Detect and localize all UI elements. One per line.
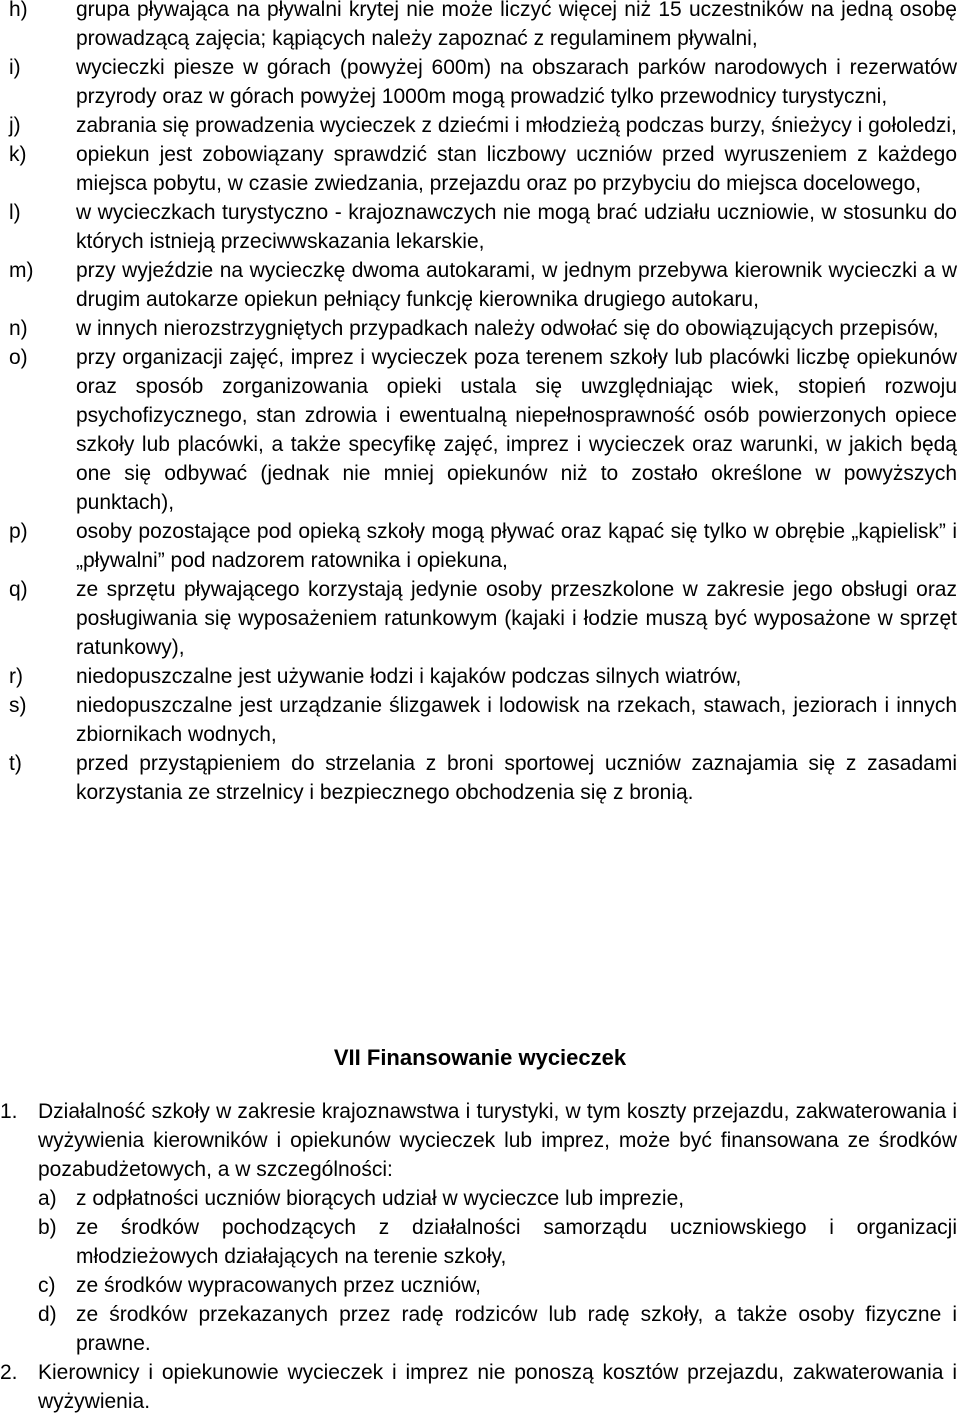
sub-list-item (38, 1213, 957, 1271)
list-marker: o) (9, 346, 28, 369)
section-heading: VII Finansowanie wycieczek (333, 1045, 627, 1070)
list-marker: n) (9, 317, 28, 340)
list-item-text: niedopuszczalne jest używanie łodzi i kajaków podczas silnych wiatrów, (76, 665, 742, 688)
list-item-text: przy wyjeździe na wycieczkę dwoma autokarami, w jednym przebywa kierownik wycieczki a w drugim autokarze opiekun pełniący funkcję kierownika drugiego autokaru, (76, 259, 957, 311)
list-marker: i) (9, 56, 21, 79)
list-item-text: zabrania się prowadzenia wycieczek z dziećmi i młodzieżą podczas burzy, śnieżycy i gołoledzi, (76, 114, 957, 137)
numbered-item-body (38, 1358, 957, 1416)
numbered-item-text: Działalność szkoły w zakresie krajoznawstwa i turystyki, w tym koszty przejazdu, zakwaterowania i wyżywienia kierowników i opiekunów wycieczek lub imprez, może być finansowana ze środków pozabudżetowych, a w szczególności: (38, 1100, 957, 1181)
numbered-item-text: Kierownicy i opiekunowie wycieczek i imprez nie ponoszą kosztów przejazdu, zakwaterowania i wyżywienia. (38, 1361, 957, 1413)
list-marker: l) (9, 201, 21, 224)
sub-list-item (38, 1300, 957, 1358)
list-item-text: wycieczki piesze w górach (powyżej 600m) na obszarach parków narodowych i rezerwatów przyrody oraz w górach powyżej 1000m mogą prowadzić tylko przewodnicy turystyczni, (76, 56, 957, 108)
numbered-item-body (38, 1097, 957, 1358)
list-item-text: ze sprzętu pływającego korzystają jedynie osoby przeszkolone w zakresie jego obsługi oraz posługiwania się wyposażeniem ratunkowym (kajaki i łodzie muszą być wyposażone w sprzęt ratunkowy), (76, 578, 957, 659)
list-item-text: w wycieczkach turystyczno - krajoznawczych nie mogą brać udziału uczniowie, w stosunku do których istnieją przeciwwskazania lekarskie, (76, 201, 957, 253)
list-marker: t) (9, 752, 22, 775)
sub-list (38, 1184, 957, 1358)
financing-list (0, 1097, 957, 1416)
list-item-text: przed przystąpieniem do strzelania z broni sportowej uczniów zaznajamia się z zasadami korzystania ze strzelnicy i bezpiecznego obchodzenia się z bronią. (76, 752, 957, 804)
list-item-text: opiekun jest zobowiązany sprawdzić stan liczbowy uczniów przed wyruszeniem z każdego miejsca pobytu, w czasie zwiedzania, przejazdu oraz po przybyciu do miejsca docelowego, (76, 143, 957, 195)
numbered-item (0, 1097, 957, 1358)
list-marker: r) (9, 665, 23, 688)
sub-list-marker: a) (38, 1187, 57, 1210)
list-item (9, 111, 957, 140)
list-marker: p) (9, 520, 28, 543)
list-item (9, 749, 957, 807)
numbered-marker: 1. (0, 1100, 18, 1123)
list-item (9, 314, 957, 343)
list-marker: k) (9, 143, 27, 166)
list-item (9, 575, 957, 662)
list-item-text: osoby pozostające pod opieką szkoły mogą pływać oraz kąpać się tylko w obrębie „kąpielisk” i „pływalni” pod nadzorem ratownika i opiekuna, (76, 520, 957, 572)
list-item (9, 0, 957, 53)
list-item (9, 517, 957, 575)
numbered-marker: 2. (0, 1361, 18, 1384)
safety-rules-list (9, 0, 957, 807)
sub-list-item-text: ze środków pochodzących z działalności samorządu uczniowskiego i organizacji młodzieżowych działających na terenie szkoły, (76, 1216, 957, 1268)
sub-list-marker: c) (38, 1274, 56, 1297)
sub-list-marker: b) (38, 1216, 57, 1239)
list-marker: m) (9, 259, 34, 282)
list-item-text: grupa pływająca na pływalni krytej nie może liczyć więcej niż 15 uczestników na jedną osobę prowadzącą zajęcia; kąpiących należy zapoznać z regulaminem pływalni, (76, 0, 957, 50)
list-item (9, 343, 957, 517)
list-item (9, 198, 957, 256)
list-marker: j) (9, 114, 21, 137)
list-marker: q) (9, 578, 28, 601)
list-item-text: w innych nierozstrzygniętych przypadkach należy odwołać się do obowiązujących przepisów, (76, 317, 939, 340)
sub-list-marker: d) (38, 1303, 57, 1326)
list-item (9, 691, 957, 749)
list-marker: s) (9, 694, 27, 717)
list-marker: h) (9, 0, 28, 21)
sub-list-item (38, 1184, 957, 1213)
list-item (9, 53, 957, 111)
sub-list-item-text: z odpłatności uczniów biorących udział w wycieczce lub imprezie, (76, 1187, 685, 1210)
list-item (9, 140, 957, 198)
list-item-text: przy organizacji zajęć, imprez i wycieczek poza terenem szkoły lub placówki liczbę opiekunów oraz sposób zorganizowania opieki ustala się uwzględniając wiek, stopień rozwoju psychofizycznego, stan zdrowia i ewentualną niepełnosprawność osób powierzonych opiece szkoły lub placówki, a także specyfikę zajęć, imprez i wycieczek oraz warunki, w jakich będą one się odbywać (jednak nie mniej opiekunów niż to zostało określone w powyższych punktach), (76, 346, 957, 514)
numbered-item (0, 1358, 957, 1416)
sub-list-item (38, 1271, 957, 1300)
sub-list-item-text: ze środków wypracowanych przez uczniów, (76, 1274, 482, 1297)
list-item (9, 256, 957, 314)
list-item-text: niedopuszczalne jest urządzanie ślizgawek i lodowisk na rzekach, stawach, jeziorach i innych zbiornikach wodnych, (76, 694, 957, 746)
sub-list-item-text: ze środków przekazanych przez radę rodziców lub radę szkoły, a także osoby fizyczne i prawne. (76, 1303, 957, 1355)
list-item (9, 662, 957, 691)
